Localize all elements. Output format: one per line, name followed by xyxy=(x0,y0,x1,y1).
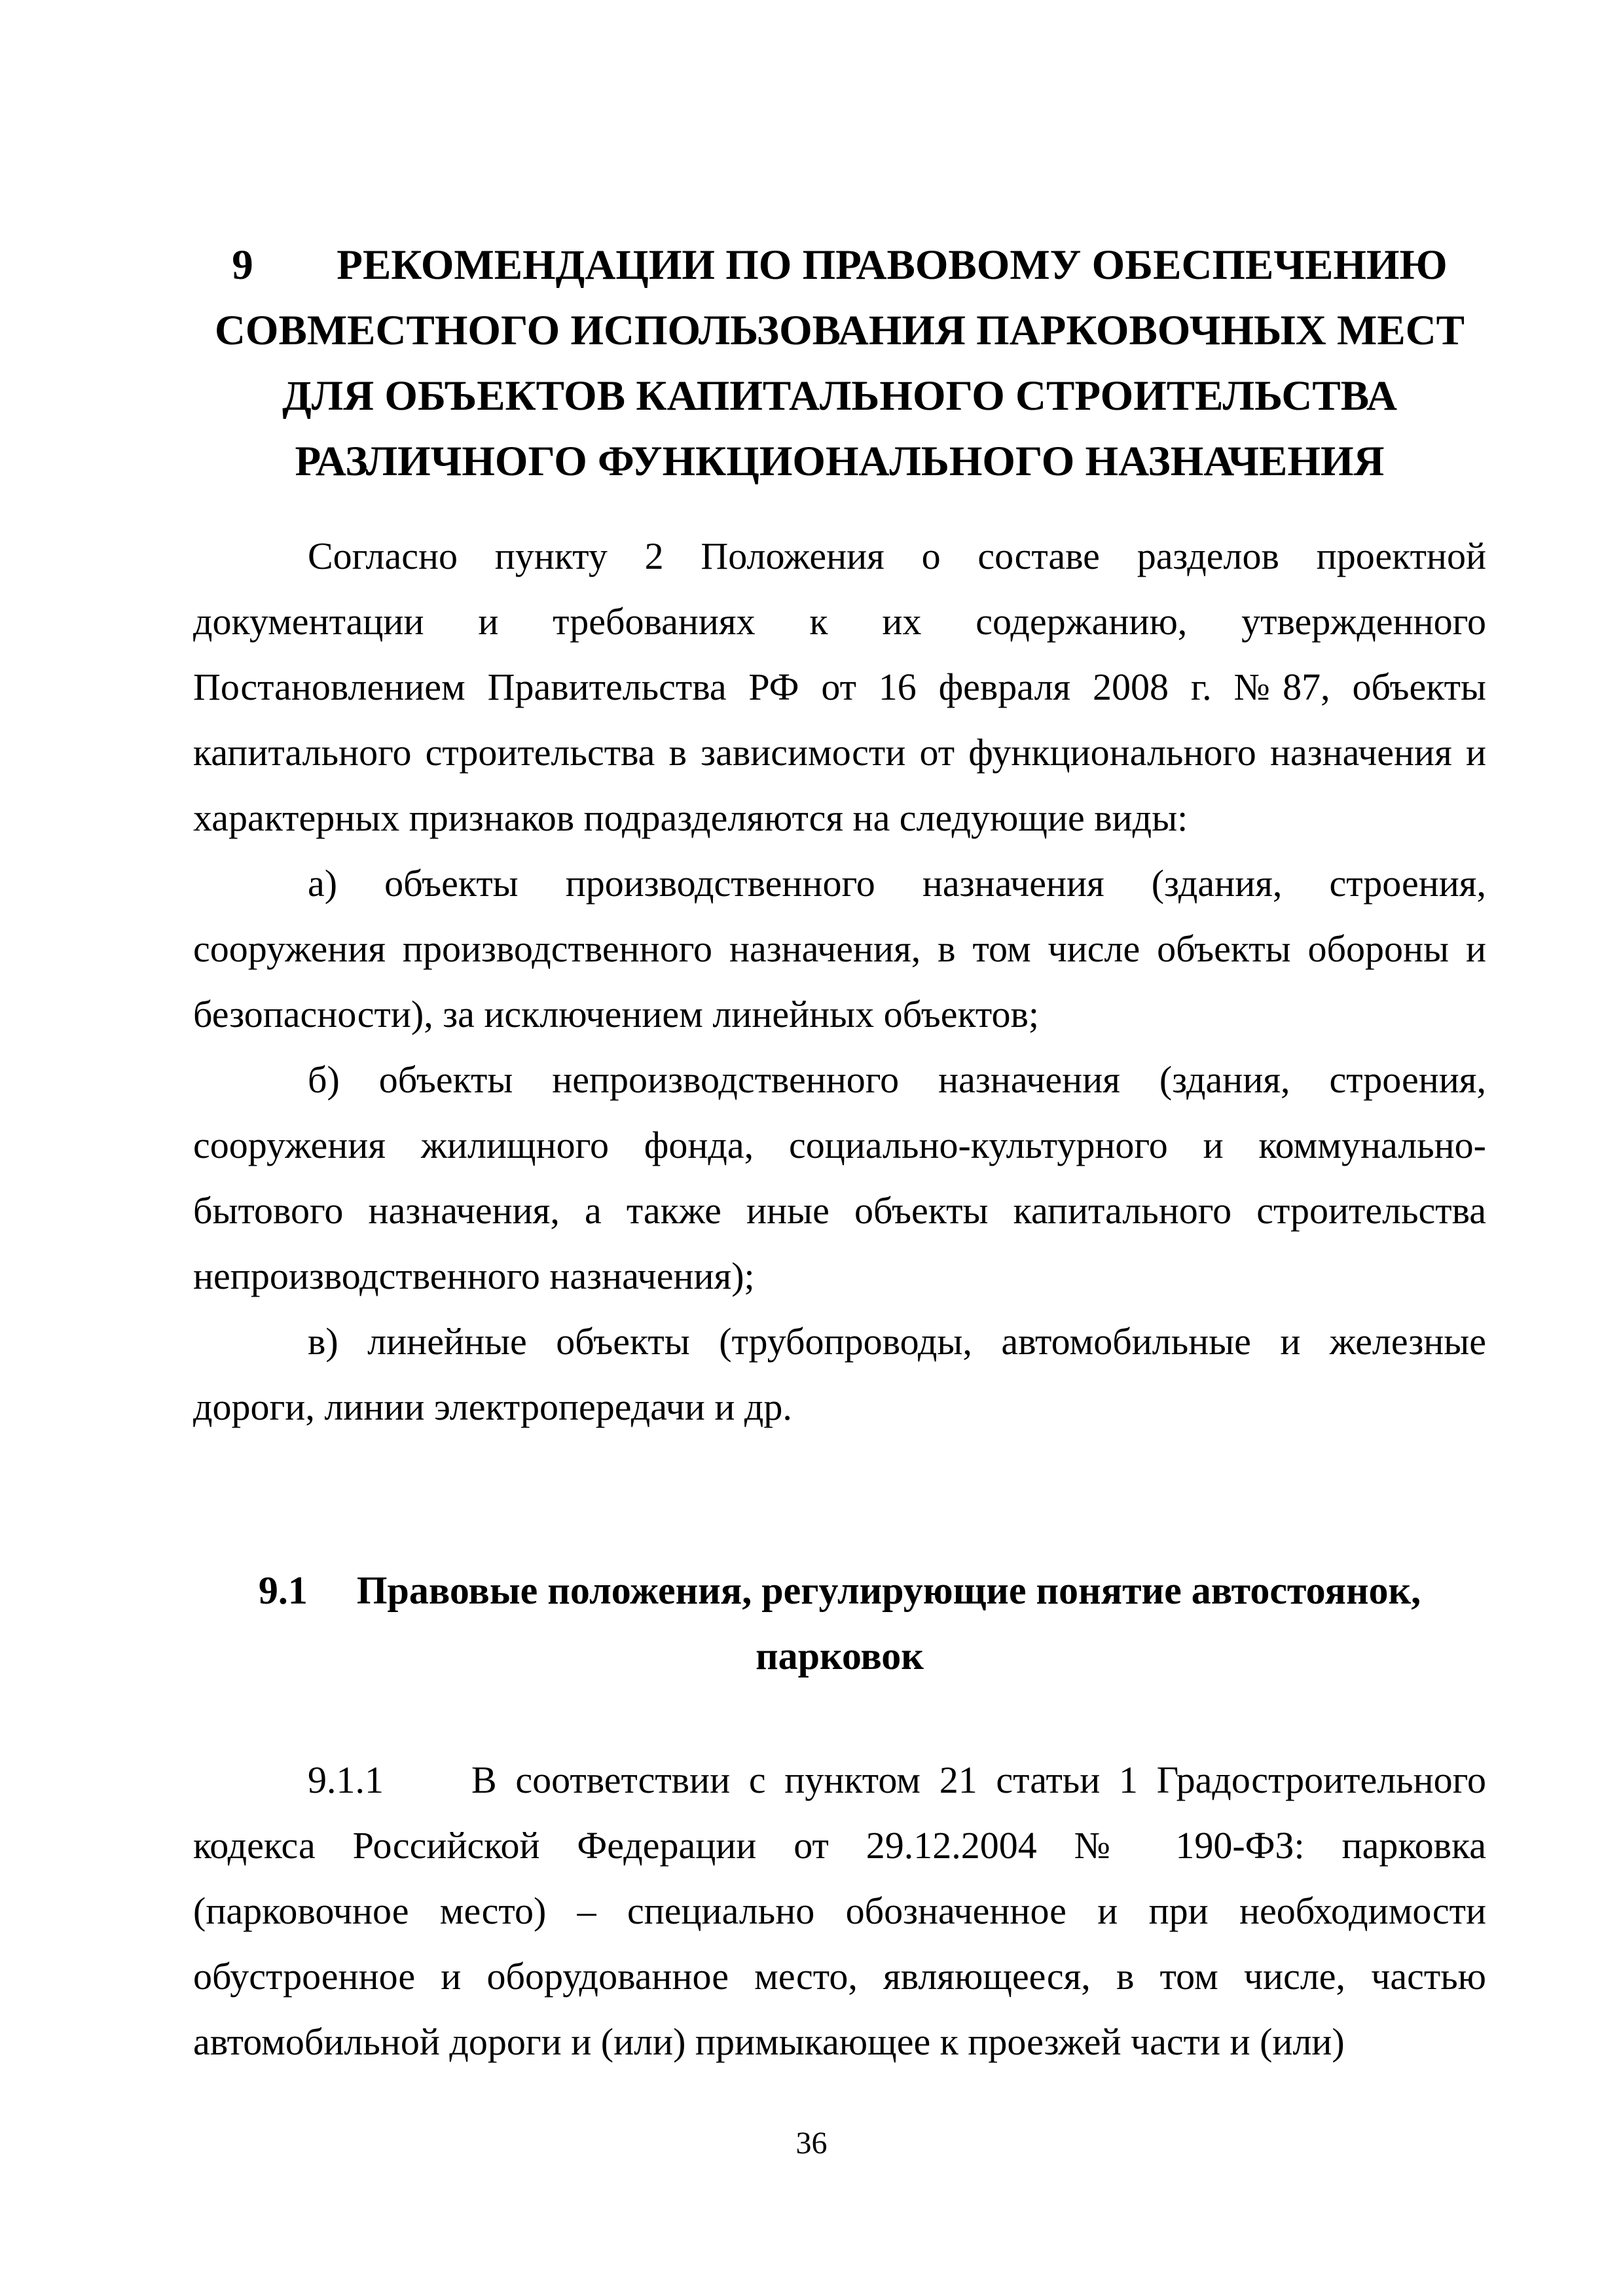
subsection-heading xyxy=(193,1558,1486,1689)
section-heading-line-3: ДЛЯ ОБЪЕКТОВ КАПИТАЛЬНОГО СТРОИТЕЛЬСТВА xyxy=(282,372,1397,420)
intro-paragraph: Согласно пункту 2 Положения о составе разделов проектной документации и требованиях к их содержанию, утвержденного Постановлением Правительства РФ от 16 февраля 2008 г. №87, объекты капитального строительства в зависимости от функционального назначения и характерных признаков подразделяются на следующие виды: xyxy=(193,535,1486,839)
section-heading-line-4: РАЗЛИЧНОГО ФУНКЦИОНАЛЬНОГО НАЗНАЧЕНИЯ xyxy=(295,438,1385,485)
subsection-heading-line-2: парковок xyxy=(756,1634,924,1677)
subsection-number: 9.1 xyxy=(258,1569,308,1612)
clause-text: В соответствии с пунктом 21 статьи 1 Градостроительного кодекса Российской Федерации от 29.12.2004 № 190-ФЗ: парковка (парковочное место) – специально обозначенное и при необходимости обустроенное и оборудованное место, являющееся, в том числе, частью автомобильной дороги и (или) примыкающее к проезжей части и (или) xyxy=(193,1759,1486,2063)
section-heading-line-2: СОВМЕСТНОГО ИСПОЛЬЗОВАНИЯ ПАРКОВОЧНЫХ МЕСТ xyxy=(214,307,1465,354)
subsection-heading-line-1: 9.1 Правовые положения, регулирующие понятие автостоянок, xyxy=(193,1558,1486,1623)
section-heading xyxy=(193,232,1486,494)
clause-number: 9.1.1 xyxy=(308,1759,384,1801)
list-item-c: в) линейные объекты (трубопроводы, автомобильные и железные дороги, линии электропередачи и др. xyxy=(193,1320,1486,1428)
section-heading-line-1: 9 РЕКОМЕНДАЦИИ ПО ПРАВОВОМУ ОБЕСПЕЧЕНИЮ xyxy=(193,232,1486,298)
page-number: 36 xyxy=(795,2126,828,2161)
list-item-b: б) объекты непроизводственного назначения (здания, строения, сооружения жилищного фонда, социально-культурного и коммунально-бытового назначения, а также иные объекты капитального строительства непроизводственного назначения); xyxy=(193,1058,1486,1297)
clause-paragraph xyxy=(193,1748,1486,2075)
list-item-a: а) объекты производственного назначения (здания, строения, сооружения производственного назначения, в том числе объекты обороны и безопасности), за исключением линейных объектов; xyxy=(193,862,1486,1035)
section-number: 9 xyxy=(232,242,253,289)
body-text xyxy=(193,524,1486,1440)
